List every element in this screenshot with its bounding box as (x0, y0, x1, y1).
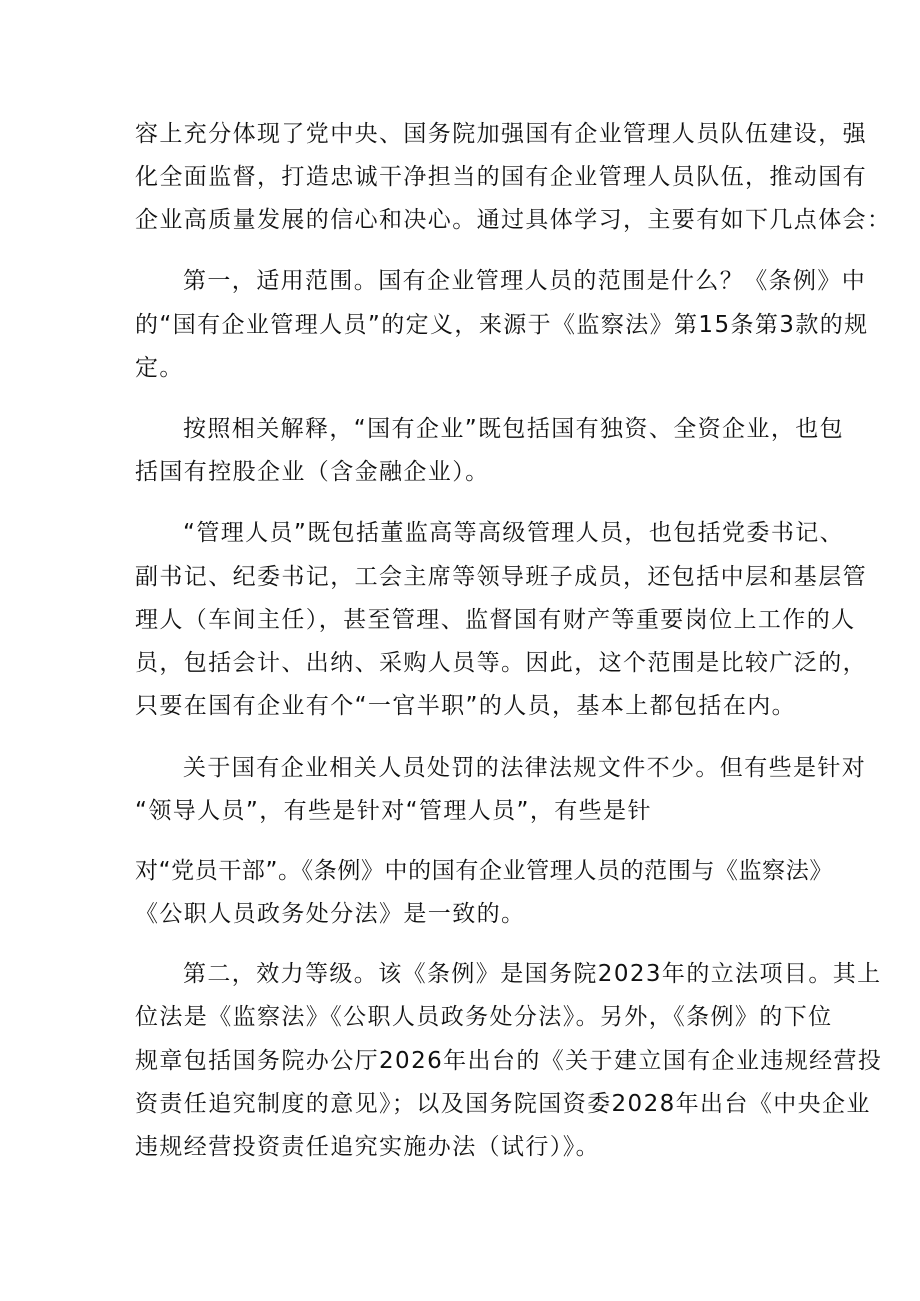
text-line: 按照相关解释，“国有企业”既包括国有独资、全资企业，也包 (183, 416, 845, 442)
text-line: “管理人员”既包括董监高等高级管理人员，也包括党委书记、 (183, 520, 845, 546)
text-line: 副书记、纪委书记，工会主席等领导班子成员，还包括中层和基层管 (135, 564, 867, 590)
text-line: 对“党员干部”。《条例》中的国有企业管理人员的范围与《监察法》 (135, 858, 833, 884)
text-line: 违规经营投资责任追究实施办法（试行）》。 (135, 1134, 600, 1160)
text-line: “领导人员”，有些是针对“管理人员”，有些是针 (135, 798, 652, 824)
text-line: 理人（车间主任），甚至管理、监督国有财产等重要岗位上工作的人 (135, 607, 856, 633)
text-line: 员，包括会计、出纳、采购人员等。因此，这个范围是比较广泛的， (135, 650, 867, 676)
text-line: 资责任追究制度的意见》；以及国务院国资委2028年出台《中央企业 (135, 1091, 871, 1117)
text-line: 《公职人员政务处分法》是一致的。 (135, 901, 526, 927)
text-line: 第二，效力等级。该《条例》是国务院2023年的立法项目。其上 (183, 961, 882, 987)
text-line: 定。 (135, 355, 184, 381)
text-line: 规章包括国务院办公厅2026年出台的《关于建立国有企业违规经营投 (135, 1048, 883, 1074)
text-line: 位法是《监察法》《公职人员政务处分法》。另外，《条例》的下位 (135, 1004, 833, 1030)
text-line: 关于国有企业相关人员处罚的法律法规文件不少。但有些是针对 (183, 755, 867, 781)
text-line: 只要在国有企业有个“一官半职”的人员，基本上都包括在内。 (135, 693, 797, 719)
text-line: 企业高质量发展的信心和决心。通过具体学习，主要有如下几点体会： (135, 207, 892, 233)
text-line: 容上充分体现了党中央、国务院加强国有企业管理人员队伍建设，强 (135, 121, 867, 147)
text-line: 的“国有企业管理人员”的定义，来源于《监察法》第15条第3款的规 (135, 312, 869, 338)
text-line: 括国有控股企业（含金融企业）。 (135, 459, 490, 485)
text-line: 化全面监督，打造忠诚干净担当的国有企业管理人员队伍，推动国有 (135, 164, 867, 190)
text-line: 第一，适用范围。国有企业管理人员的范围是什么？《条例》中 (183, 268, 867, 294)
